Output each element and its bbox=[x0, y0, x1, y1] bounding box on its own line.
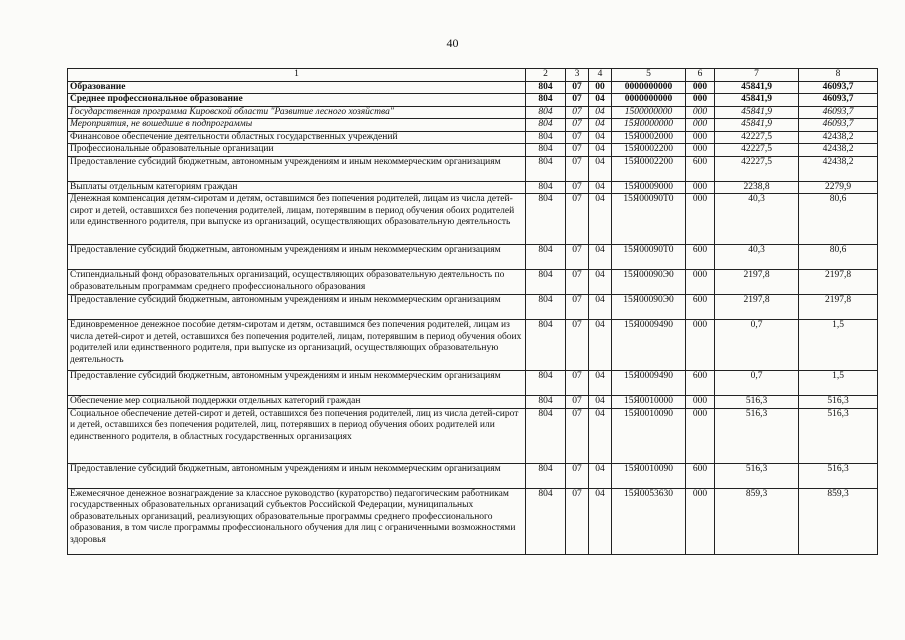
row-target-article: 15Я0002200 bbox=[612, 156, 686, 181]
row-name: Финансовое обеспечение деятельности областных государственных учреждений bbox=[68, 131, 526, 144]
row-subsection-code: 04 bbox=[589, 408, 612, 463]
row-section-code: 07 bbox=[566, 270, 589, 295]
row-ministry-code: 804 bbox=[526, 106, 566, 119]
row-amount-year-2: 42438,2 bbox=[799, 156, 878, 181]
row-section-code: 07 bbox=[566, 463, 589, 488]
row-amount-year-2: 46093,7 bbox=[799, 94, 878, 107]
row-name: Предоставление субсидий бюджетным, автономным учреждениям и иным некоммерческим организациям bbox=[68, 245, 526, 270]
table-row bbox=[68, 81, 878, 94]
row-ministry-code: 804 bbox=[526, 245, 566, 270]
row-section-code: 07 bbox=[566, 131, 589, 144]
row-name: Единовременное денежное пособие детям-сиротам и детям, оставшимся без попечения родителей, лицам из числа детей-сирот и детей, оставшихся без попечения родителей, лицам, потерявшим в период обучения обоих родителей или единственного родителя, при выпуске из организаций, осуществляющих образовательную деятельность bbox=[68, 320, 526, 371]
row-amount-year-2: 80,6 bbox=[799, 245, 878, 270]
row-amount-year-1: 0,7 bbox=[715, 371, 799, 396]
row-subsection-code: 04 bbox=[589, 245, 612, 270]
row-section-code: 07 bbox=[566, 245, 589, 270]
row-name: Обеспечение мер социальной поддержки отдельных категорий граждан bbox=[68, 396, 526, 409]
row-subsection-code: 04 bbox=[589, 119, 612, 132]
row-name: Предоставление субсидий бюджетным, автономным учреждениям и иным некоммерческим организациям bbox=[68, 295, 526, 320]
row-expense-type: 600 bbox=[686, 156, 715, 181]
row-section-code: 07 bbox=[566, 371, 589, 396]
row-target-article: 15Я0002200 bbox=[612, 144, 686, 157]
row-expense-type: 600 bbox=[686, 463, 715, 488]
row-expense-type: 000 bbox=[686, 408, 715, 463]
table-row bbox=[68, 94, 878, 107]
row-ministry-code: 804 bbox=[526, 408, 566, 463]
row-expense-type: 000 bbox=[686, 181, 715, 194]
row-subsection-code: 04 bbox=[589, 106, 612, 119]
row-name: Предоставление субсидий бюджетным, автономным учреждениям и иным некоммерческим организациям bbox=[68, 371, 526, 396]
row-subsection-code: 04 bbox=[589, 463, 612, 488]
row-ministry-code: 804 bbox=[526, 181, 566, 194]
row-name: Образование bbox=[68, 81, 526, 94]
row-amount-year-1: 516,3 bbox=[715, 463, 799, 488]
row-name: Денежная компенсация детям-сиротам и детям, оставшимся без попечения родителей, лицам из числа детей-сирот и детей, оставшихся без попечения родителей, лицам, потерявшим в период обучения обоих родителей или единственного родителя, при выпуске из организаций, осуществляющих образовательную деятельность bbox=[68, 194, 526, 245]
row-amount-year-2: 46093,7 bbox=[799, 81, 878, 94]
row-amount-year-2: 42438,2 bbox=[799, 131, 878, 144]
row-amount-year-1: 516,3 bbox=[715, 396, 799, 409]
row-amount-year-1: 0,7 bbox=[715, 320, 799, 371]
row-subsection-code: 04 bbox=[589, 194, 612, 245]
row-amount-year-1: 42227,5 bbox=[715, 156, 799, 181]
row-name: Предоставление субсидий бюджетным, автономным учреждениям и иным некоммерческим организациям bbox=[68, 463, 526, 488]
table-row bbox=[68, 408, 878, 463]
row-subsection-code: 04 bbox=[589, 144, 612, 157]
table-row bbox=[68, 156, 878, 181]
row-amount-year-2: 516,3 bbox=[799, 463, 878, 488]
row-subsection-code: 04 bbox=[589, 295, 612, 320]
row-target-article: 15Я0009000 bbox=[612, 181, 686, 194]
row-amount-year-1: 2238,8 bbox=[715, 181, 799, 194]
row-amount-year-2: 2197,8 bbox=[799, 295, 878, 320]
table-row bbox=[68, 119, 878, 132]
row-subsection-code: 04 bbox=[589, 396, 612, 409]
row-amount-year-2: 46093,7 bbox=[799, 106, 878, 119]
table-row bbox=[68, 320, 878, 371]
row-target-article: 15Я0053630 bbox=[612, 488, 686, 554]
header-cell: 7 bbox=[715, 69, 799, 82]
row-section-code: 07 bbox=[566, 156, 589, 181]
row-target-article: 15Я00090Э0 bbox=[612, 270, 686, 295]
row-amount-year-2: 2197,8 bbox=[799, 270, 878, 295]
row-amount-year-2: 859,3 bbox=[799, 488, 878, 554]
row-amount-year-1: 40,3 bbox=[715, 245, 799, 270]
table-row bbox=[68, 295, 878, 320]
row-target-article: 0000000000 bbox=[612, 94, 686, 107]
row-ministry-code: 804 bbox=[526, 463, 566, 488]
row-section-code: 07 bbox=[566, 144, 589, 157]
row-target-article: 0000000000 bbox=[612, 81, 686, 94]
row-amount-year-2: 1,5 bbox=[799, 320, 878, 371]
row-target-article: 15Я0000000 bbox=[612, 119, 686, 132]
row-expense-type: 000 bbox=[686, 270, 715, 295]
row-ministry-code: 804 bbox=[526, 270, 566, 295]
row-subsection-code: 04 bbox=[589, 181, 612, 194]
row-amount-year-1: 45841,9 bbox=[715, 81, 799, 94]
row-target-article: 15Я0010090 bbox=[612, 408, 686, 463]
row-expense-type: 000 bbox=[686, 488, 715, 554]
row-ministry-code: 804 bbox=[526, 320, 566, 371]
row-name: Государственная программа Кировской области "Развитие лесного хозяйства" bbox=[68, 106, 526, 119]
row-target-article: 15Я00090Э0 bbox=[612, 295, 686, 320]
row-ministry-code: 804 bbox=[526, 295, 566, 320]
row-amount-year-1: 2197,8 bbox=[715, 270, 799, 295]
header-cell: 5 bbox=[612, 69, 686, 82]
row-amount-year-1: 42227,5 bbox=[715, 131, 799, 144]
row-subsection-code: 04 bbox=[589, 488, 612, 554]
row-expense-type: 000 bbox=[686, 320, 715, 371]
row-ministry-code: 804 bbox=[526, 81, 566, 94]
row-target-article: 15Я0010000 bbox=[612, 396, 686, 409]
table-row bbox=[68, 144, 878, 157]
row-amount-year-1: 516,3 bbox=[715, 408, 799, 463]
row-amount-year-1: 42227,5 bbox=[715, 144, 799, 157]
row-section-code: 07 bbox=[566, 295, 589, 320]
header-cell: 6 bbox=[686, 69, 715, 82]
table-row bbox=[68, 270, 878, 295]
row-name: Среднее профессиональное образование bbox=[68, 94, 526, 107]
table-row bbox=[68, 245, 878, 270]
row-amount-year-1: 45841,9 bbox=[715, 94, 799, 107]
row-expense-type: 600 bbox=[686, 295, 715, 320]
row-amount-year-2: 516,3 bbox=[799, 396, 878, 409]
row-section-code: 07 bbox=[566, 194, 589, 245]
row-amount-year-2: 1,5 bbox=[799, 371, 878, 396]
header-cell: 8 bbox=[799, 69, 878, 82]
row-target-article: 15Я00090Т0 bbox=[612, 245, 686, 270]
row-subsection-code: 04 bbox=[589, 131, 612, 144]
row-section-code: 07 bbox=[566, 320, 589, 371]
row-amount-year-1: 859,3 bbox=[715, 488, 799, 554]
row-subsection-code: 04 bbox=[589, 320, 612, 371]
table-row bbox=[68, 131, 878, 144]
row-expense-type: 000 bbox=[686, 396, 715, 409]
row-section-code: 07 bbox=[566, 408, 589, 463]
row-target-article: 15Я0010090 bbox=[612, 463, 686, 488]
row-expense-type: 000 bbox=[686, 194, 715, 245]
row-subsection-code: 04 bbox=[589, 270, 612, 295]
table-row bbox=[68, 463, 878, 488]
table-row bbox=[68, 488, 878, 554]
row-expense-type: 000 bbox=[686, 144, 715, 157]
table-row bbox=[68, 396, 878, 409]
row-subsection-code: 04 bbox=[589, 371, 612, 396]
row-expense-type: 600 bbox=[686, 371, 715, 396]
row-section-code: 07 bbox=[566, 396, 589, 409]
row-amount-year-1: 2197,8 bbox=[715, 295, 799, 320]
row-amount-year-2: 2279,9 bbox=[799, 181, 878, 194]
row-name: Предоставление субсидий бюджетным, автономным учреждениям и иным некоммерческим организациям bbox=[68, 156, 526, 181]
table-row bbox=[68, 194, 878, 245]
row-subsection-code: 00 bbox=[589, 81, 612, 94]
row-section-code: 07 bbox=[566, 106, 589, 119]
row-ministry-code: 804 bbox=[526, 194, 566, 245]
row-amount-year-2: 516,3 bbox=[799, 408, 878, 463]
row-ministry-code: 804 bbox=[526, 119, 566, 132]
row-expense-type: 000 bbox=[686, 119, 715, 132]
row-ministry-code: 804 bbox=[526, 371, 566, 396]
row-ministry-code: 804 bbox=[526, 131, 566, 144]
row-expense-type: 000 bbox=[686, 81, 715, 94]
header-cell: 3 bbox=[566, 69, 589, 82]
row-name: Мероприятия, не вошедшие в подпрограммы bbox=[68, 119, 526, 132]
row-ministry-code: 804 bbox=[526, 488, 566, 554]
row-subsection-code: 04 bbox=[589, 156, 612, 181]
row-section-code: 07 bbox=[566, 181, 589, 194]
row-amount-year-2: 46093,7 bbox=[799, 119, 878, 132]
row-target-article: 1500000000 bbox=[612, 106, 686, 119]
header-cell: 1 bbox=[68, 69, 526, 82]
row-target-article: 15Я00090Т0 bbox=[612, 194, 686, 245]
row-ministry-code: 804 bbox=[526, 156, 566, 181]
row-amount-year-1: 45841,9 bbox=[715, 106, 799, 119]
row-section-code: 07 bbox=[566, 119, 589, 132]
row-section-code: 07 bbox=[566, 81, 589, 94]
table-row bbox=[68, 371, 878, 396]
page-number: 40 bbox=[446, 36, 459, 50]
row-subsection-code: 04 bbox=[589, 94, 612, 107]
row-expense-type: 000 bbox=[686, 106, 715, 119]
row-expense-type: 000 bbox=[686, 131, 715, 144]
row-amount-year-2: 80,6 bbox=[799, 194, 878, 245]
table-row bbox=[68, 181, 878, 194]
row-expense-type: 600 bbox=[686, 245, 715, 270]
row-target-article: 15Я0002000 bbox=[612, 131, 686, 144]
budget-table bbox=[67, 68, 878, 555]
row-section-code: 07 bbox=[566, 488, 589, 554]
row-name: Выплаты отдельным категориям граждан bbox=[68, 181, 526, 194]
table-header-row bbox=[68, 69, 878, 82]
header-cell: 4 bbox=[589, 69, 612, 82]
row-name: Стипендиальный фонд образовательных организаций, осуществляющих образовательную деятельность по образовательным программам среднего профессионального образования bbox=[68, 270, 526, 295]
row-target-article: 15Я0009490 bbox=[612, 320, 686, 371]
row-name: Социальное обеспечение детей-сирот и детей, оставшихся без попечения родителей, лиц из числа детей-сирот и детей, оставшихся без попечения родителей, лиц, потерявших в период обучения обоих родителей или единственного родителя, в областных государственных организациях bbox=[68, 408, 526, 463]
row-amount-year-1: 45841,9 bbox=[715, 119, 799, 132]
row-target-article: 15Я0009490 bbox=[612, 371, 686, 396]
row-ministry-code: 804 bbox=[526, 94, 566, 107]
row-expense-type: 000 bbox=[686, 94, 715, 107]
row-section-code: 07 bbox=[566, 94, 589, 107]
table-row bbox=[68, 106, 878, 119]
row-name: Профессиональные образовательные организации bbox=[68, 144, 526, 157]
header-cell: 2 bbox=[526, 69, 566, 82]
row-name: Ежемесячное денежное вознаграждение за классное руководство (кураторство) педагогическим работникам государственных образовательных организаций субъектов Российской Федерации, муниципальных образовательных организаций, реализующих образовательные программы среднего профессионального образования, в том числе программы профессионального обучения для лиц с ограниченными возможностями здоровья bbox=[68, 488, 526, 554]
row-amount-year-1: 40,3 bbox=[715, 194, 799, 245]
row-ministry-code: 804 bbox=[526, 396, 566, 409]
row-amount-year-2: 42438,2 bbox=[799, 144, 878, 157]
row-ministry-code: 804 bbox=[526, 144, 566, 157]
